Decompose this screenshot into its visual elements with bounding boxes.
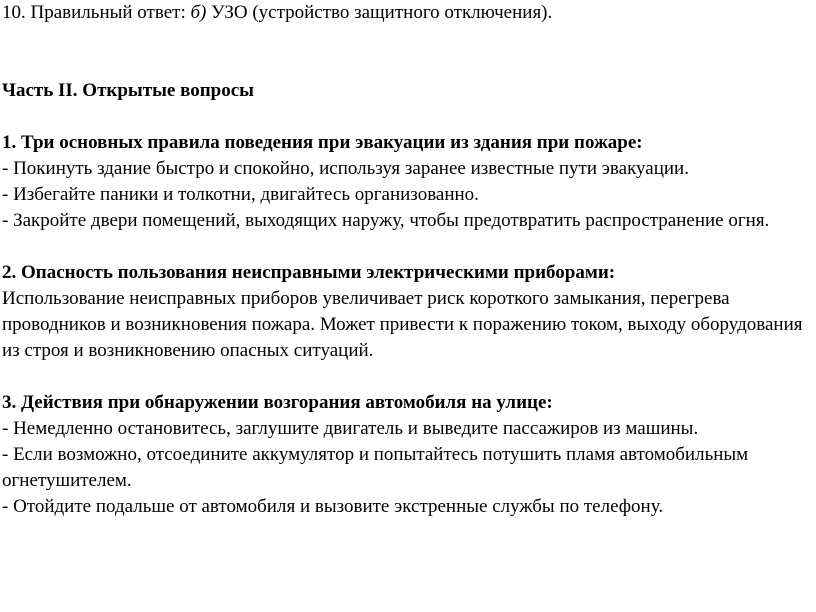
question-2-paragraph: Использование неисправных приборов увеличивает риск короткого замыкания, перегрева проводников и возникновения пожара. Может привести к поражению током, выходу оборудования из строя и возникновению опасных ситуаций. bbox=[2, 288, 803, 361]
question-3-line-1: - Немедленно остановитесь, заглушите двигатель и выведите пассажиров из машины. bbox=[2, 418, 699, 439]
spacer bbox=[2, 234, 814, 260]
answer-line bbox=[2, 0, 814, 26]
answer-option: б) bbox=[190, 2, 207, 23]
part-title: Часть II. Открытые вопросы bbox=[2, 80, 255, 101]
question-1-line-3: - Закройте двери помещений, выходящих наружу, чтобы предотвратить распространение огня. bbox=[2, 210, 770, 231]
spacer bbox=[2, 26, 814, 78]
spacer bbox=[2, 364, 814, 390]
answer-text: УЗО (устройство защитного отключения). bbox=[206, 2, 553, 23]
question-3-line-2: - Если возможно, отсоедините аккумулятор и попытайтесь потушить пламя автомобильным огнетушителем. bbox=[2, 444, 749, 491]
answer-prefix: 10. Правильный ответ: bbox=[2, 2, 191, 23]
document-body bbox=[2, 0, 814, 520]
question-2-heading: 2. Опасность пользования неисправными электрическими приборами: bbox=[2, 262, 616, 283]
question-1-line-1: - Покинуть здание быстро и спокойно, используя заранее известные пути эвакуации. bbox=[2, 158, 689, 179]
question-3-line-3: - Отойдите подальше от автомобиля и вызовите экстренные службы по телефону. bbox=[2, 496, 664, 517]
question-1-line-2: - Избегайте паники и толкотни, двигайтесь организованно. bbox=[2, 184, 479, 205]
question-1-heading: 1. Три основных правила поведения при эвакуации из здания при пожаре: bbox=[2, 132, 643, 153]
spacer bbox=[2, 104, 814, 130]
question-3-heading: 3. Действия при обнаружении возгорания автомобиля на улице: bbox=[2, 392, 553, 413]
